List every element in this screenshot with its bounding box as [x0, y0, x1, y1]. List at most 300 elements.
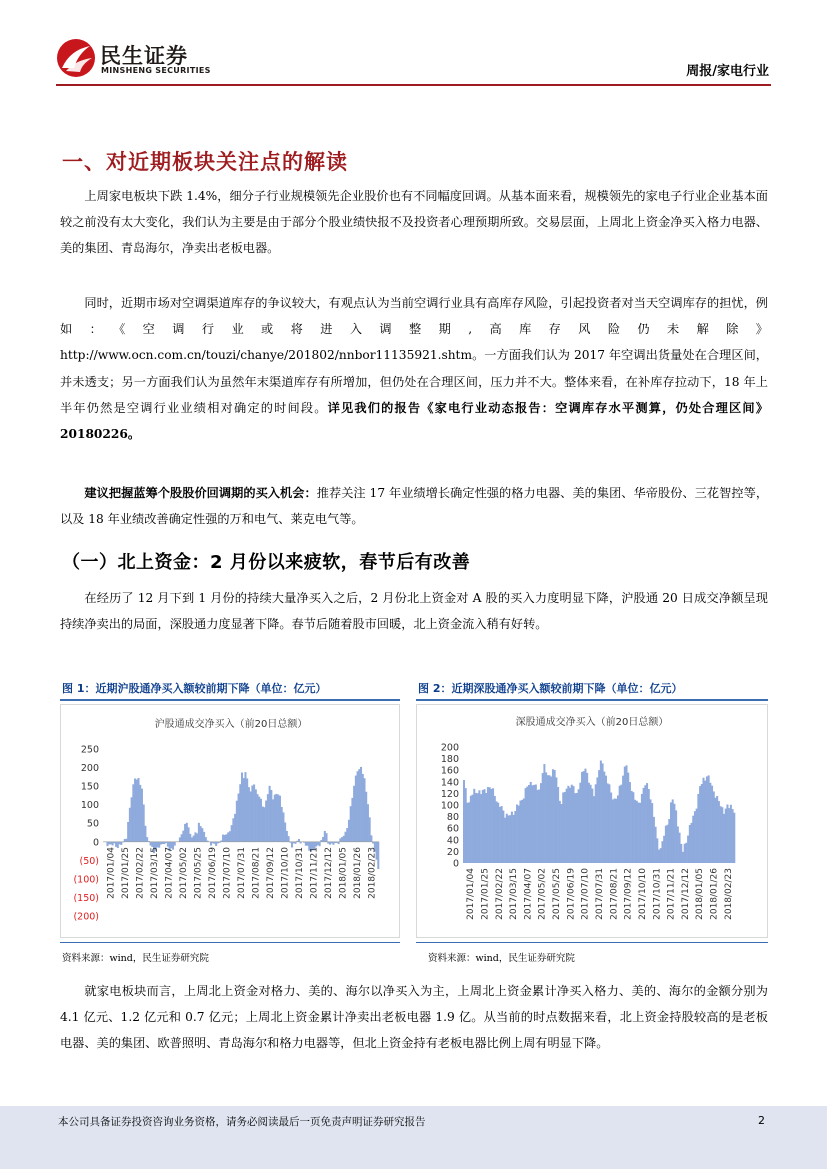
data-bar: [511, 812, 513, 863]
report-type-label: 周报/家电行业: [686, 64, 769, 79]
y-tick-label: (100): [73, 874, 99, 886]
y-tick-label: 160: [440, 765, 459, 777]
data-bar: [608, 784, 610, 863]
y-tick-label: (150): [73, 892, 99, 904]
section-1-paragraph-3: [60, 480, 768, 532]
data-bar: [632, 792, 634, 863]
data-bar: [257, 794, 259, 842]
y-tick-label: 40: [446, 835, 459, 847]
data-bar: [238, 794, 240, 842]
data-bar: [239, 784, 241, 842]
data-bar: [569, 788, 571, 863]
data-bar: [651, 803, 653, 863]
data-bar: [730, 805, 732, 863]
data-bar: [112, 842, 114, 846]
x-tick-label: 2017/01/25: [480, 868, 491, 920]
data-bar: [675, 810, 677, 863]
data-bar: [251, 786, 253, 842]
data-bar: [244, 772, 246, 842]
logo-chinese-name: 民生证券: [100, 44, 188, 68]
data-bar: [526, 787, 528, 863]
data-bar: [370, 835, 372, 841]
section-1-paragraph-2: [60, 290, 768, 447]
data-bar: [343, 836, 345, 842]
figure-1-bottom-rule: [60, 942, 400, 943]
data-bar: [322, 837, 324, 842]
data-bar: [697, 794, 699, 863]
data-bar: [610, 793, 612, 863]
data-bar: [234, 814, 236, 842]
data-bar: [353, 786, 355, 842]
figure-2-source: 资料来源：wind，民生证券研究院: [428, 953, 575, 964]
paragraph-2-text: 同时，近期市场对空调渠道库存的争议较大，有观点认为当前空调行业具有高库存风险，引起投资者对当天空调库存的担忧，例如：《空调行业或将进入调整期,高库存风险仍未解除》http://www.ocn.com.cn/touzi/chanye/201802/nnbor11135921.shtm。一方面我们认为 2017 年空调出货量处在合理区间，并未透支；另一方面我们认为虽然年末渠道库存有所增加，但仍处在合理区间，压力并不大。整体来看，在补库存拉动下，18 年上半年仍然是空调行业业绩相对确定的时间段。: [60, 296, 768, 415]
data-bar: [516, 805, 518, 863]
y-tick-label: 50: [86, 818, 99, 830]
x-tick-label: 2017/06/19: [566, 868, 577, 920]
data-bar: [706, 776, 708, 863]
data-bar: [338, 842, 340, 844]
data-bar: [643, 788, 645, 863]
data-bar: [319, 842, 321, 846]
data-bar: [282, 812, 284, 841]
x-tick-label: 2018/01/05: [338, 847, 349, 899]
data-bar: [533, 785, 535, 863]
data-bar: [562, 792, 564, 863]
data-bar: [672, 799, 674, 863]
data-bar: [574, 793, 576, 863]
logo-english-name: MINSHENG SECURITIES: [101, 66, 211, 75]
data-bar: [490, 789, 492, 863]
data-bar: [489, 787, 491, 863]
data-bar: [629, 782, 631, 863]
minsheng-logo-icon: [56, 38, 96, 78]
x-tick-label: 2017/11/21: [666, 868, 677, 920]
x-tick-label: 2018/02/23: [367, 847, 378, 899]
data-bar: [653, 817, 655, 863]
data-bar: [656, 838, 658, 863]
data-bar: [497, 803, 499, 863]
x-tick-label: 2017/01/04: [106, 847, 117, 899]
data-bar: [555, 777, 557, 863]
data-bar: [305, 842, 307, 846]
data-bar: [487, 787, 489, 863]
data-bar: [132, 784, 134, 841]
data-bar: [281, 807, 283, 842]
x-tick-label: 2018/01/26: [709, 868, 720, 920]
x-tick-label: 2017/07/10: [222, 847, 233, 899]
data-bar: [637, 803, 639, 863]
data-bar: [255, 789, 257, 841]
data-bar: [566, 789, 568, 863]
chart-title: 沪股通成交净买入（前20日总额）: [154, 719, 308, 730]
x-tick-label: 2017/05/02: [178, 847, 189, 899]
page-footer: [0, 1106, 827, 1169]
data-bar: [617, 795, 619, 863]
x-tick-label: 2017/07/10: [580, 868, 591, 920]
data-bar: [160, 842, 162, 845]
data-bar: [279, 796, 281, 842]
data-bar: [156, 842, 158, 848]
figure-2-bottom-rule: [416, 942, 768, 943]
data-bar: [362, 774, 364, 842]
data-bar: [326, 833, 328, 842]
data-bar: [182, 831, 184, 842]
data-bar: [151, 842, 153, 847]
data-bar: [369, 817, 371, 841]
x-tick-label: 2017/08/21: [609, 868, 620, 920]
data-bar: [557, 787, 559, 863]
data-bar: [680, 844, 682, 863]
data-bar: [732, 809, 734, 863]
data-bar: [708, 775, 710, 863]
data-bar: [276, 794, 278, 842]
data-bar: [494, 796, 496, 863]
y-tick-label: 200: [440, 742, 459, 754]
report-reference: 详见我们的报告《家电行业动态报告：空调库存水平测算，仍处合理区间》20180226。: [60, 400, 769, 442]
data-bar: [465, 788, 467, 863]
data-bar: [572, 786, 574, 863]
data-bar: [248, 787, 250, 842]
data-bar: [696, 809, 698, 863]
data-bar: [119, 842, 121, 845]
data-bar: [345, 832, 347, 842]
y-tick-label: 140: [440, 777, 459, 789]
data-bar: [547, 775, 549, 863]
data-bar: [540, 783, 542, 863]
data-bar: [660, 848, 662, 863]
data-bar: [243, 778, 245, 842]
data-bar: [213, 842, 215, 844]
y-tick-label: 100: [80, 800, 99, 812]
x-tick-label: 2018/02/23: [723, 868, 734, 920]
data-bar: [360, 767, 362, 842]
figure-1-source: 资料来源：wind，民生证券研究院: [62, 953, 209, 964]
data-bar: [232, 818, 234, 841]
data-bar: [286, 831, 288, 842]
data-bar: [258, 797, 260, 842]
data-bar: [501, 806, 503, 863]
data-bar: [350, 806, 352, 842]
data-bar: [615, 799, 617, 863]
data-bar: [231, 825, 233, 842]
data-bar: [567, 786, 569, 863]
data-bar: [714, 798, 716, 863]
data-bar: [663, 836, 665, 863]
data-bar: [684, 844, 686, 863]
y-tick-label: (50): [79, 855, 99, 867]
x-tick-label: 2017/05/25: [552, 868, 563, 920]
data-bar: [607, 783, 609, 863]
data-bar: [542, 773, 544, 863]
x-tick-label: 2017/10/10: [637, 868, 648, 920]
data-bar: [545, 772, 547, 863]
data-bar: [506, 814, 508, 863]
data-bar: [475, 793, 477, 863]
x-tick-label: 2017/11/21: [309, 847, 320, 899]
data-bar: [561, 804, 563, 863]
data-bar: [274, 795, 276, 842]
data-bar: [591, 789, 593, 863]
data-bar: [291, 842, 293, 848]
y-tick-label: 250: [80, 744, 99, 756]
data-bar: [468, 802, 470, 863]
x-tick-label: 2017/01/25: [120, 847, 131, 899]
data-bar: [141, 789, 143, 842]
data-bar: [146, 837, 148, 842]
section-2-title: （一）北上资金：2 月份以来疲软，春节后有改善: [62, 552, 471, 573]
data-bar: [733, 813, 735, 863]
data-bar: [339, 838, 341, 841]
data-bar: [210, 842, 212, 846]
data-bar: [200, 826, 202, 842]
data-bar: [636, 801, 638, 863]
data-bar: [317, 842, 319, 845]
data-bar: [518, 806, 520, 863]
data-bar: [470, 796, 472, 863]
data-bar: [667, 825, 669, 863]
chart-title: 深股通成交净买入（前20日总额）: [515, 717, 669, 728]
data-bar: [658, 850, 660, 863]
y-tick-label: 20: [446, 846, 459, 858]
data-bar: [584, 769, 586, 863]
data-bar: [108, 842, 110, 845]
data-bar: [523, 798, 525, 863]
data-bar: [484, 789, 486, 863]
data-bar: [723, 814, 725, 863]
data-bar: [665, 826, 667, 863]
y-tick-label: 200: [80, 763, 99, 775]
data-bar: [225, 834, 227, 841]
data-bar: [250, 791, 252, 841]
data-bar: [699, 786, 701, 863]
data-bar: [478, 790, 480, 863]
data-bar: [294, 842, 296, 844]
data-bar: [605, 776, 607, 863]
data-bar: [549, 775, 551, 863]
data-bar: [507, 815, 509, 863]
y-tick-label: (200): [73, 911, 99, 923]
data-bar: [622, 776, 624, 863]
data-bar: [711, 786, 713, 863]
data-bar: [110, 842, 112, 845]
data-bar: [626, 765, 628, 863]
data-bar: [514, 811, 516, 863]
data-bar: [358, 769, 360, 842]
data-bar: [543, 764, 545, 863]
x-tick-label: 2017/05/02: [537, 868, 548, 920]
x-tick-label: 2017/07/31: [237, 847, 247, 899]
data-bar: [612, 799, 614, 863]
data-bar: [482, 790, 484, 863]
data-bar: [691, 823, 693, 863]
y-tick-label: 0: [92, 837, 99, 849]
x-tick-label: 2017/09/12: [623, 868, 634, 920]
data-bar: [181, 834, 183, 842]
data-bar: [492, 788, 494, 863]
data-bar: [236, 801, 238, 842]
data-bar: [346, 828, 348, 842]
data-bar: [721, 807, 723, 863]
x-tick-label: 2017/09/12: [266, 847, 277, 899]
data-bar: [513, 815, 515, 863]
data-bar: [595, 784, 597, 863]
data-bar: [263, 807, 265, 842]
footer-disclaimer: 本公司具备证券投资咨询业务资格，请务必阅读最后一页免责声明证券研究报告: [58, 1116, 426, 1128]
data-bar: [538, 789, 540, 863]
figure-2-chart: [416, 704, 768, 938]
data-bar: [477, 793, 479, 863]
data-bar: [525, 788, 527, 863]
data-bar: [191, 837, 193, 841]
data-bar: [284, 822, 286, 841]
data-bar: [677, 826, 679, 863]
data-bar: [472, 795, 474, 863]
recommendation-text: 推荐关注 17 年业绩增长确定性强的格力电器、美的集团、华帝股份、三花智控等，以及 18 年业绩改善确定性强的万和电气、莱克电气等。: [60, 486, 769, 527]
data-bar: [502, 811, 504, 863]
data-bar: [120, 842, 122, 845]
figure-1-chart-svg: [61, 705, 399, 937]
data-bar: [158, 842, 160, 848]
x-tick-label: 2018/01/26: [353, 847, 364, 899]
x-tick-label: 2017/04/07: [523, 868, 534, 920]
x-tick-label: 2017/03/15: [509, 868, 520, 920]
data-bar: [355, 776, 357, 842]
data-bar: [554, 770, 556, 863]
data-bar: [329, 842, 331, 845]
data-bar: [576, 793, 578, 863]
data-bar: [186, 823, 188, 842]
data-bar: [519, 801, 521, 863]
data-bar: [124, 839, 126, 842]
data-bar: [593, 796, 595, 863]
data-bar: [117, 842, 119, 848]
data-bar: [167, 842, 169, 847]
data-bar: [348, 820, 350, 842]
data-bar: [269, 786, 271, 842]
data-bar: [198, 823, 200, 842]
data-bar: [639, 803, 641, 863]
data-bar: [709, 783, 711, 863]
data-bar: [648, 789, 650, 863]
data-bar: [262, 807, 264, 842]
data-bar: [227, 832, 229, 841]
data-bar: [485, 793, 487, 863]
data-bar: [668, 819, 670, 863]
section-2-paragraph-1: 在经历了 12 月下到 1 月份的持续大量净买入之后，2 月份北上资金对 A 股的买入力度明显下降，沪股通 20 日成交净额呈现持续净卖出的局面，深股通力度显著下降。春节后随着股市回暖，北上资金流入稍有好转。: [60, 591, 768, 632]
data-bar: [139, 785, 141, 842]
data-bar: [679, 833, 681, 863]
page-header: [0, 0, 827, 90]
data-bar: [163, 842, 165, 844]
x-tick-label: 2018/01/05: [695, 868, 706, 920]
data-bar: [646, 783, 648, 863]
data-bar: [188, 827, 190, 841]
x-tick-label: 2017/12/12: [324, 847, 335, 899]
x-tick-label: 2017/10/31: [652, 868, 663, 920]
data-bar: [673, 804, 675, 863]
data-bar: [535, 784, 537, 863]
data-bar: [578, 789, 580, 863]
data-bar: [205, 837, 207, 842]
data-bar: [246, 778, 248, 841]
data-bar: [363, 778, 365, 842]
y-tick-label: 150: [80, 781, 99, 793]
page-number: 2: [758, 1114, 765, 1127]
data-bar: [272, 799, 274, 841]
x-tick-label: 2017/03/15: [149, 847, 160, 899]
data-bar: [229, 831, 231, 842]
x-tick-label: 2017/05/25: [193, 847, 204, 899]
data-bar: [600, 761, 602, 863]
data-bar: [552, 769, 554, 863]
header-divider: [56, 84, 771, 86]
data-bar: [253, 784, 255, 841]
data-bar: [530, 782, 532, 863]
data-bar: [365, 792, 367, 842]
data-bar: [720, 806, 722, 863]
data-bar: [602, 763, 604, 863]
data-bar: [270, 790, 272, 842]
data-bar: [581, 772, 583, 863]
data-bar: [682, 852, 684, 863]
data-bar: [307, 842, 309, 846]
recommendation-lead: 建议把握蓝筹个股股价回调期的买入机会：: [84, 486, 317, 500]
data-bar: [586, 773, 588, 863]
data-bar: [579, 783, 581, 863]
data-bar: [521, 800, 523, 863]
data-bar: [215, 842, 217, 846]
x-tick-label: 2017/02/22: [494, 868, 505, 920]
data-bar: [332, 842, 334, 845]
data-bar: [596, 777, 598, 863]
data-bar: [267, 794, 269, 842]
data-bar: [194, 832, 196, 841]
data-bar: [265, 800, 267, 841]
data-bar: [315, 842, 317, 847]
x-tick-label: 2017/08/21: [251, 847, 262, 899]
figure-1-chart: [60, 704, 400, 938]
data-bar: [143, 804, 145, 841]
data-bar: [702, 778, 704, 863]
data-bar: [260, 799, 262, 842]
data-bar: [504, 818, 506, 863]
data-bar: [189, 834, 191, 842]
data-bar: [726, 804, 728, 863]
data-bar: [725, 809, 727, 863]
data-bar: [463, 780, 465, 863]
y-tick-label: 120: [440, 788, 459, 800]
data-bar: [661, 841, 663, 863]
data-bar: [713, 791, 715, 863]
x-tick-label: 2017/06/19: [207, 847, 218, 899]
data-bar: [222, 835, 224, 842]
data-bar: [288, 836, 290, 842]
data-bar: [357, 771, 359, 842]
x-tick-label: 2017/12/12: [680, 868, 691, 920]
data-bar: [716, 796, 718, 863]
section-1-title: 一、对近期板块关注点的解读: [62, 150, 348, 174]
data-bar: [624, 767, 626, 863]
data-bar: [689, 825, 691, 863]
data-bar: [614, 799, 616, 863]
data-bar: [704, 781, 706, 863]
data-bar: [509, 815, 511, 863]
data-bar: [644, 785, 646, 863]
data-bar: [588, 783, 590, 863]
data-bar: [277, 795, 279, 842]
data-bar: [634, 800, 636, 863]
data-bar: [324, 831, 326, 842]
